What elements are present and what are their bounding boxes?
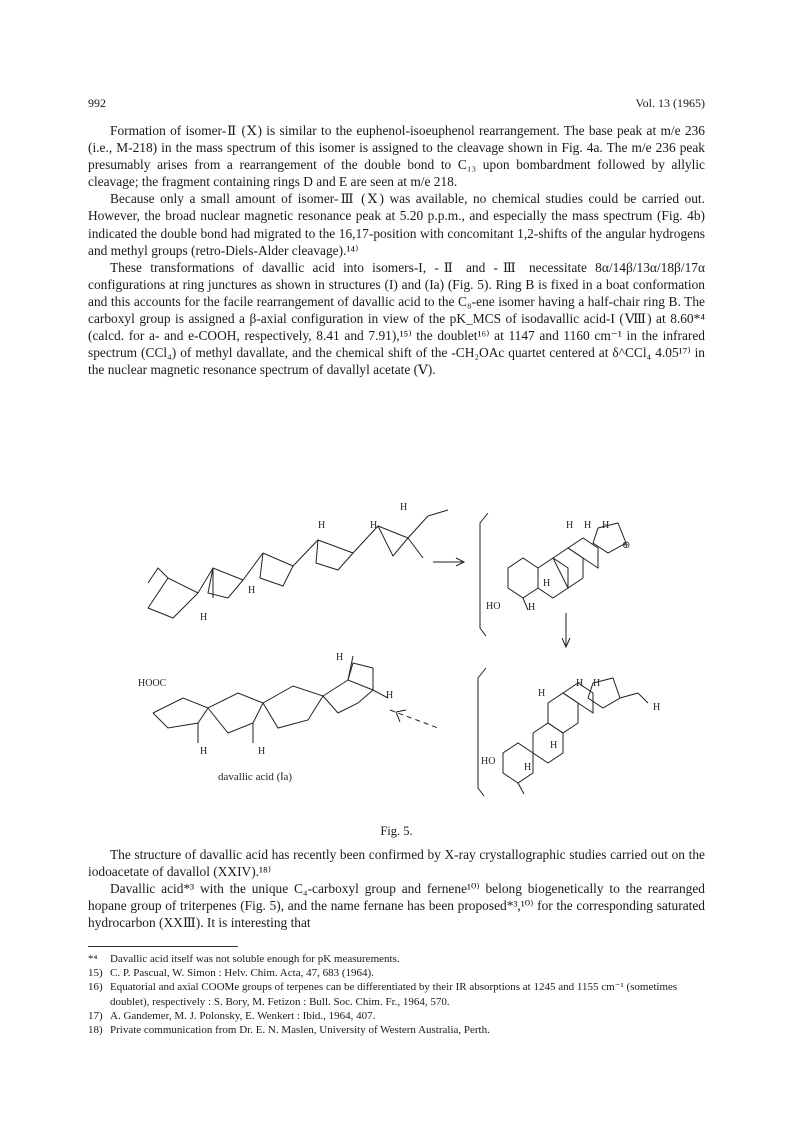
footnote-text: Equatorial and axial COOMe groups of terpenes can be differentiated by their IR absorptions at 1245 and 1155 cm⁻¹ (sometimes doublet), respectively : S. Bory, M. Fetizon : Bull. Soc. Chim. Fr., 1964, 570. (110, 981, 678, 1008)
cation-symbol: ⊕ (622, 540, 631, 551)
footnote (88, 952, 705, 966)
h-label: H (602, 520, 610, 531)
figure-caption: Fig. 5. (380, 824, 413, 838)
footnote (88, 1009, 705, 1023)
paragraph: Because only a small amount of isomer-Ⅲ (Ⅹ) was available, no chemical studies could be carried out. However, the broad nuclear magnetic resonance peak at 5.20 p.p.m., and especially the mass spectrum (Fig. 4b) indicated the double bond had migrated to the 16,17-position with concomitant 1,2-shifts of the angular hydrogens and methyl groups (retro-Diels-Alder cleavage).¹⁴⁾ (88, 191, 705, 258)
footnote-text: Davallic acid itself was not soluble enough for pK measurements. (110, 953, 400, 965)
paragraph: The structure of davallic acid has recently been confirmed by X-ray crystallographic studies carried out on the iodoacetate of davallol (XXIV).¹⁸⁾ (88, 847, 705, 880)
h-label: H (550, 740, 558, 751)
footnote-text: A. Gandemer, M. J. Polonsky, E. Wenkert : Ibid., 1964, 407. (110, 1009, 376, 1022)
h-label: H (336, 652, 344, 663)
body-text-bottom (88, 846, 705, 931)
h-label: H (386, 690, 394, 701)
hydroxyl-label: HO (481, 756, 496, 767)
paragraph: These transformations of davallic acid into isomers-I, -Ⅱ and -Ⅲ necessitate 8α/14β/13α/18β/17α configurations at ring junctures as shown in structures (I) and (Ia) (Fig. 5). Ring B is fixed in a boat conformation and this accounts for the facile rearrangement of davallic acid to the C₈-ene isomer having a half-chair ring B. The carboxyl group is assigned a β-axial configuration in view of the pK_MCS of isodavallic acid-I (Ⅷ) at 8.60*⁴ (calcd. for a- and e-COOH, respectively, 8.41 and 7.91),¹⁵⁾ the doublet¹⁶⁾ at 1147 and 1160 cm⁻¹ in the infrared spectrum (CCl₄) of methyl davallate, and the chemical shift of the -CH₂OAc quartet centered at δ^CCl₄ 4.05¹⁷⁾ in the nuclear magnetic resonance spectrum of davallyl acetate (Ⅴ). (88, 259, 705, 378)
figure-5 (88, 498, 705, 808)
h-label: H (543, 578, 551, 589)
footnote-mark: 15) (88, 967, 103, 980)
footnote (88, 980, 705, 1008)
footnote-mark: 17) (88, 1009, 103, 1022)
h-label: H (653, 702, 661, 713)
carboxyl-label: HOOC (138, 678, 167, 689)
footnotes (88, 952, 705, 1037)
h-label: H (400, 502, 408, 513)
h-label: H (524, 762, 532, 773)
chemical-structures (88, 498, 705, 808)
h-label: H (593, 678, 601, 689)
page-number: 992 (88, 96, 106, 110)
h-label: H (576, 678, 584, 689)
footnote (88, 966, 705, 980)
h-label: H (258, 746, 266, 757)
h-label: H (528, 602, 536, 613)
h-label: H (538, 688, 546, 699)
h-label: H (566, 520, 574, 531)
compound-label: davallic acid (Ⅰa) (218, 771, 293, 783)
footnote-rule (88, 946, 238, 947)
h-label: H (200, 746, 208, 757)
footnote-mark: *⁴ (88, 953, 98, 965)
footnote-mark: 18) (88, 1024, 103, 1037)
journal-volume: Vol. 13 (1965) (635, 96, 705, 110)
body-text-top (88, 122, 705, 378)
paragraph: Formation of isomer-Ⅱ (Ⅹ) is similar to the euphenol-isoeuphenol rearrangement. The base peak at m/e 236 (i.e., M-218) in the mass spectrum of this isomer is assigned to the cleavage shown in Fig. 4a. The m/e 236 peak presumably arises from a rearrangement of the double bond to C₁₃ upon bombardment followed by allylic cleavage; the fragment containing rings D and E are seen at m/e 218. (88, 123, 705, 190)
h-label: H (248, 585, 256, 596)
structure-cation-ring (508, 558, 538, 598)
h-label: H (318, 520, 326, 531)
h-label: H (584, 520, 592, 531)
paragraph: Davallic acid*³ with the unique C₄-carboxyl group and fernene¹⁰⁾ belong biogenetically to the rearranged hopane group of triterpenes (Fig. 5), and the name fernane has been proposed*³,¹⁰⁾ for the corresponding saturated hydrocarbon (XXⅢ). It is interesting that (88, 881, 705, 931)
footnote (88, 1023, 705, 1037)
h-label: H (200, 612, 208, 623)
footnote-mark: 16) (88, 981, 103, 994)
footnote-text: C. P. Pascual, W. Simon : Helv. Chim. Acta, 47, 683 (1964). (110, 967, 374, 980)
h-label: H (370, 520, 378, 531)
structure-ia-skeleton (153, 680, 373, 713)
hydroxyl-label: HO (486, 601, 501, 612)
footnote-text: Private communication from Dr. E. N. Maslen, University of Western Australia, Perth. (110, 1024, 490, 1037)
structure-i-chain (148, 516, 428, 608)
